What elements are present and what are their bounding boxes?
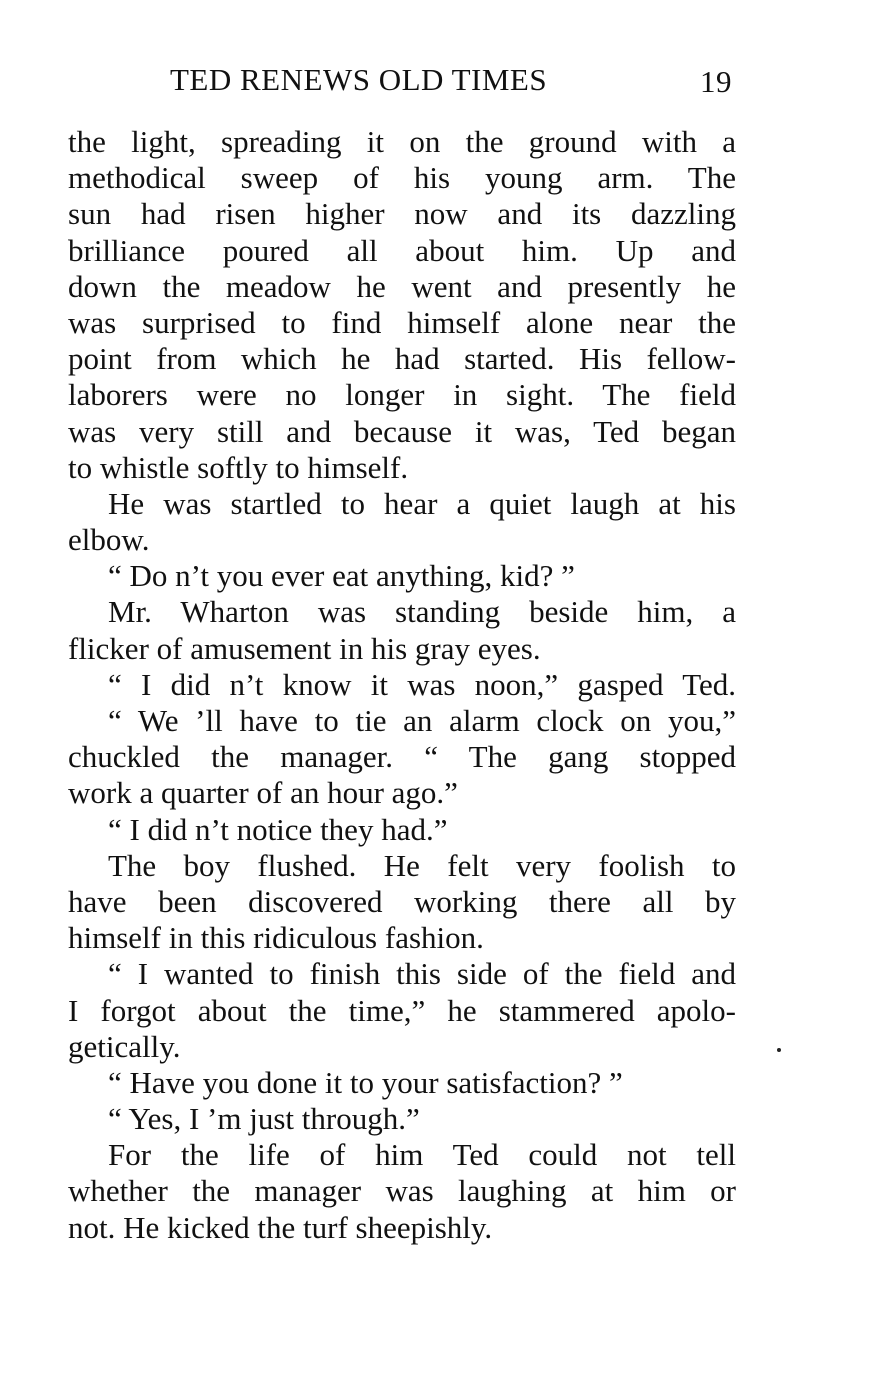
text-line: The boy flushed. He felt very foolish to (108, 847, 736, 883)
text-line: sun had risen higher now and its dazzling (68, 196, 736, 232)
text-line: was very still and because it was, Ted began (68, 413, 736, 449)
text-line: laborers were no longer in sight. The field (68, 377, 736, 413)
text-line: chuckled the manager. “ The gang stopped (68, 739, 736, 775)
text-line: brilliance poured all about him. Up and (68, 232, 736, 268)
running-title: TED RENEWS OLD TIMES (170, 62, 548, 97)
text-line: “ Yes, I ’m just through.” (108, 1101, 420, 1137)
text-line: “ Have you done it to your satisfaction? ” (108, 1064, 623, 1100)
text-line: getically. (68, 1028, 181, 1064)
running-header (170, 60, 738, 100)
text-line: was surprised to find himself alone near the (68, 304, 736, 340)
body-text (68, 124, 736, 1246)
text-line: the light, spreading it on the ground with a (68, 124, 736, 159)
text-line: For the life of him Ted could not tell (108, 1137, 736, 1173)
text-line: have been discovered working there all by (68, 883, 736, 919)
text-line: work a quarter of an hour ago.” (68, 775, 458, 811)
text-line: himself in this ridiculous fashion. (68, 920, 484, 956)
text-line: “ Do n’t you ever eat anything, kid? ” (108, 558, 575, 594)
text-line: “ I did n’t know it was noon,” gasped Ted. (108, 666, 736, 702)
text-line: point from which he had started. His fellow- (68, 341, 736, 377)
text-line: down the meadow he went and presently he (68, 268, 736, 304)
text-line: not. He kicked the turf sheepishly. (68, 1209, 493, 1245)
text-line: “ We ’ll have to tie an alarm clock on you,” (108, 703, 736, 738)
text-line: He was startled to hear a quiet laugh at his (108, 485, 736, 521)
ink-speck (777, 1048, 781, 1052)
text-line: elbow. (68, 522, 150, 558)
text-line: whether the manager was laughing at him or (68, 1173, 736, 1209)
text-line: I forgot about the time,” he stammered apolo- (68, 992, 736, 1028)
text-line: “ I wanted to finish this side of the field and (108, 956, 736, 992)
page-number: 19 (700, 64, 732, 99)
text-line: “ I did n’t notice they had.” (108, 811, 448, 847)
text-line: flicker of amusement in his gray eyes. (68, 630, 541, 666)
text-line: methodical sweep of his young arm. The (68, 160, 736, 196)
text-line: Mr. Wharton was standing beside him, a (108, 594, 736, 630)
text-line: to whistle softly to himself. (68, 449, 409, 485)
